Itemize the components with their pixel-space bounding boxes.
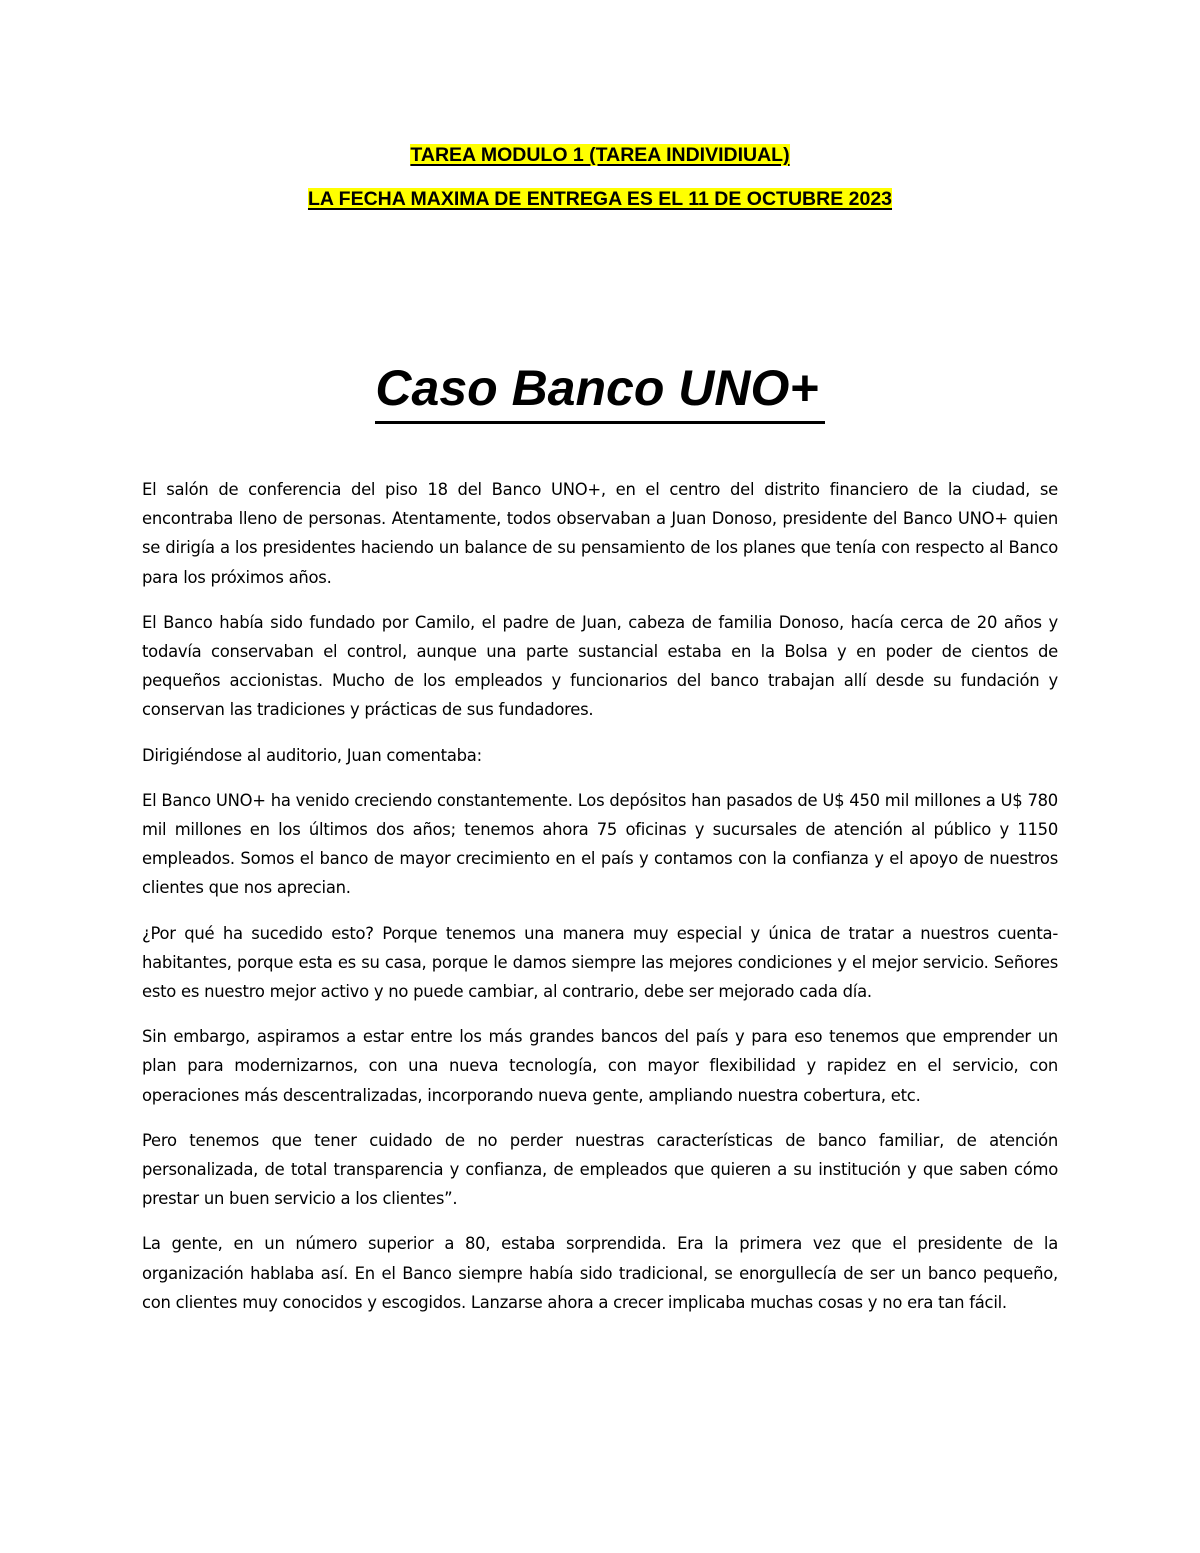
paragraph-1: El salón de conferencia del piso 18 del Banco UNO+, en el centro del distrito financiero de la ciudad, se encontraba lleno de personas. Atentamente, todos observaban a Juan Donoso, presidente del Banco UNO+ quien se dirigía a los presidentes haciendo un balance de su pensamiento de los planes que tenía con respecto al Banco para los próximos años. <box>142 480 1058 587</box>
assignment-title <box>0 143 1200 167</box>
paragraph-5: ¿Por qué ha sucedido esto? Porque tenemos una manera muy especial y única de tratar a nuestros cuenta-habitantes, porque esta es su casa, porque le damos siempre las mejores condiciones y el mejor servicio. Señores esto es nuestro mejor activo y no puede cambiar, al contrario, debe ser mejorado cada día. <box>142 923 1058 1002</box>
case-body <box>142 475 1058 1333</box>
paragraph-3: Dirigiéndose al auditorio, Juan comentaba: <box>142 745 482 765</box>
deadline-notice-text: LA FECHA MAXIMA DE ENTREGA ES EL 11 DE OCTUBRE 2023 <box>307 188 893 210</box>
paragraph-8: La gente, en un número superior a 80, estaba sorprendida. Era la primera vez que el presidente de la organización hablaba así. En el Banco siempre había sido tradicional, se enorgullecía de ser un banco pequeño, con clientes muy conocidos y escogidos. Lanzarse ahora a crecer implicaba muchas cosas y no era tan fácil. <box>142 1234 1058 1312</box>
paragraph-7: Pero tenemos que tener cuidado de no perder nuestras características de banco familiar, de atención personalizada, de total transparencia y confianza, de empleados que quieren a su institución y que saben cómo prestar un buen servicio a los clientes”. <box>142 1130 1058 1209</box>
paragraph-4: El Banco UNO+ ha venido creciendo constantemente. Los depósitos han pasados de U$ 450 mil millones a U$ 780 mil millones en los últimos dos años; tenemos ahora 75 oficinas y sucursales de atención al público y 1150 empleados. Somos el banco de mayor crecimiento en el país y contamos con la confianza y el apoyo de nuestros clientes que nos aprecian. <box>142 790 1058 898</box>
assignment-title-text: TAREA MODULO 1 (TAREA INDIVIDIUAL) <box>410 144 790 166</box>
paragraph-6: Sin embargo, aspiramos a estar entre los más grandes bancos del país y para eso tenemos que emprender un plan para modernizarnos, con una nueva tecnología, con mayor flexibilidad y rapidez en el servicio, con operaciones más descentralizadas, incorporando nueva gente, ampliando nuestra cobertura, etc. <box>142 1027 1058 1105</box>
case-title-text: Caso Banco UNO+ <box>375 356 824 424</box>
case-title <box>0 356 1200 424</box>
deadline-notice <box>0 187 1200 211</box>
paragraph-2: El Banco había sido fundado por Camilo, el padre de Juan, cabeza de familia Donoso, hacía cerca de 20 años y todavía conservaban el control, aunque una parte sustancial estaba en la Bolsa y en poder de cientos de pequeños accionistas. Mucho de los empleados y funcionarios del banco trabajan allí desde su fundación y conservan las tradiciones y prácticas de sus fundadores. <box>142 612 1058 720</box>
